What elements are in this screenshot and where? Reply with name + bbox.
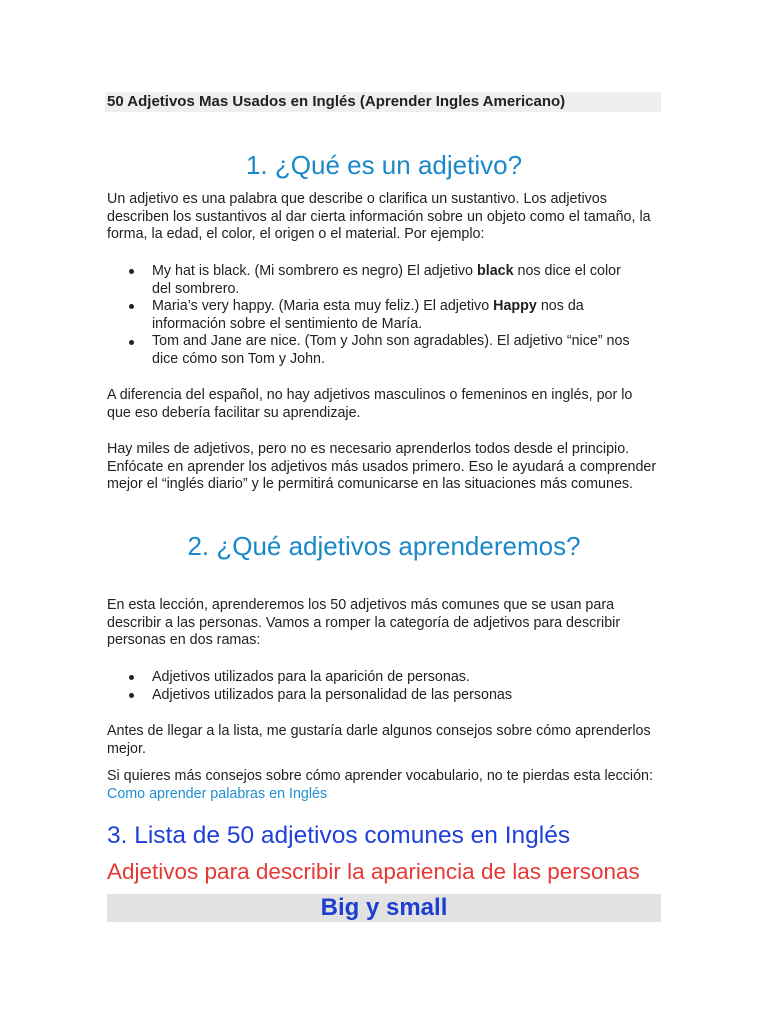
list-item [152, 669, 512, 687]
text-line: Un adjetivo es una palabra que describe o clarifica un sustantivo. Los adjetivos [107, 191, 607, 207]
thousands-paragraph [107, 441, 656, 494]
list-item [152, 263, 630, 298]
list-item [152, 687, 512, 705]
example-text: My hat is black. (Mi sombrero es negro) El adjetivo [152, 263, 477, 279]
text-line: Tom and Jane are nice. (Tom y John son agradables). El adjetivo “nice” nos [152, 333, 630, 350]
text-line: dice cómo son Tom y John. [152, 350, 325, 367]
text-line: Adjetivos utilizados para la personalidad de las personas [152, 686, 513, 703]
text-line: Adjetivos utilizados para la aparición de personas. [152, 669, 470, 685]
example-text: Maria’s very happy. (Maria esta muy feliz.) El adjetivo [152, 298, 494, 315]
text-line: A diferencia del español, no hay adjetivos masculinos o femeninos en inglés, por lo [107, 387, 633, 403]
bullet-icon [129, 675, 134, 680]
text-line: Enfócate en aprender los adjetivos más usados primero. Eso le ayudará a comprender [107, 458, 657, 475]
example-adjective: black [476, 263, 514, 279]
text-line: del sombrero. [152, 280, 240, 297]
text-line: describen los sustantivos al dar cierta información sobre un objeto como el tamaño, la [107, 208, 651, 225]
text-line: personas en dos ramas: [107, 632, 261, 649]
branches-list [152, 669, 512, 704]
text-line [152, 298, 630, 316]
text-line: que eso debería facilitar su aprendizaje. [107, 404, 361, 421]
text-line: Si quieres más consejos sobre cómo aprender vocabulario, no te pierdas esta lección: [107, 768, 653, 784]
list-item [152, 333, 630, 368]
text-line: forma, la edad, el color, el origen o el material. Por ejemplo: [107, 226, 485, 243]
section-1-intro [107, 191, 651, 244]
example-text: nos da [536, 298, 584, 315]
text-line: Antes de llegar a la lista, me gustaría darle algunos consejos sobre cómo aprenderlos [107, 723, 651, 739]
section-3-heading: 3. Lista de 50 adjetivos comunes en Inglés [107, 822, 571, 849]
list-item [152, 298, 630, 333]
vocabulary-lesson-link[interactable]: Como aprender palabras en Inglés [107, 785, 328, 802]
difference-paragraph [107, 387, 632, 422]
text-line: En esta lección, aprenderemos los 50 adjetivos más comunes que se usan para [107, 597, 615, 613]
text-line [152, 263, 630, 281]
tips-paragraph [107, 723, 651, 758]
text-line: Hay miles de adjetivos, pero no es necesario aprenderlos todos desde el principio. [107, 441, 630, 457]
example-text: nos dice el color [513, 263, 621, 279]
big-small-band: Big y small [107, 894, 661, 922]
section-2-intro [107, 597, 620, 650]
appearance-subheading: Adjetivos para describir la apariencia de las personas [107, 859, 640, 884]
text-line: información sobre el sentimiento de María. [152, 315, 423, 332]
text-line: mejor el “inglés diario” y le permitirá comunicarse en las situaciones más comunes. [107, 476, 634, 493]
more-tips-paragraph [107, 768, 653, 803]
section-1-heading: 1. ¿Qué es un adjetivo? [245, 150, 523, 180]
examples-list [152, 263, 630, 369]
bullet-icon [129, 269, 134, 274]
bullet-icon [129, 304, 134, 309]
text-line: describir a las personas. Vamos a romper la categoría de adjetivos para describir [107, 614, 621, 631]
text-line: mejor. [107, 740, 146, 757]
example-adjective: Happy [493, 298, 537, 315]
section-2-heading: 2. ¿Qué adjetivos aprenderemos? [187, 531, 581, 561]
bullet-icon [129, 693, 134, 698]
bullet-icon [129, 340, 134, 345]
document-title: 50 Adjetivos Mas Usados en Inglés (Aprender Ingles Americano) [107, 93, 566, 110]
